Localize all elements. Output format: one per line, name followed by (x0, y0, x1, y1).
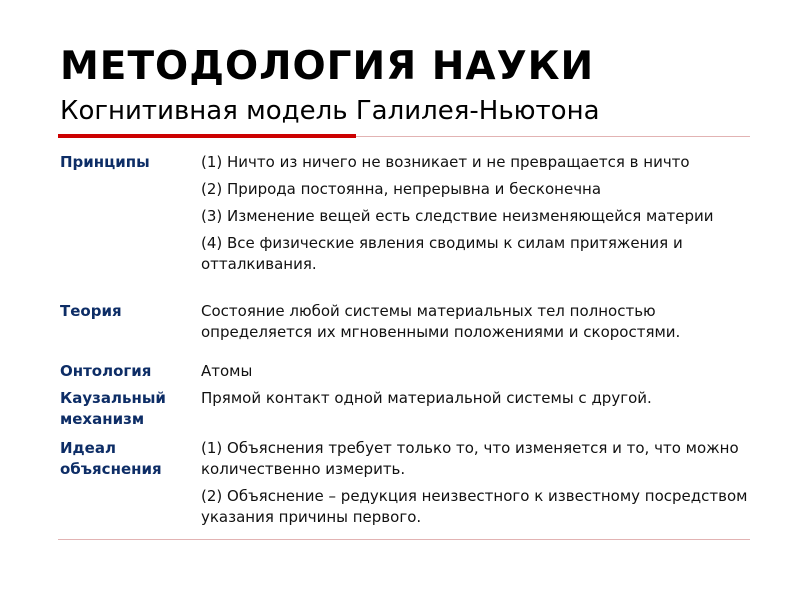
list-item: Атомы (201, 362, 253, 380)
list-item: (2) Природа постоянна, непрерывна и бесконечна (201, 180, 602, 198)
row-content (201, 384, 750, 434)
list-item: (3) Изменение вещей есть следствие неизменяющейся материи (201, 207, 714, 225)
list-item: (1) Объяснения требует только то, что изменяется и то, что можно количественно измерить. (201, 439, 739, 478)
bottom-divider (58, 539, 750, 540)
row-label: Онтология (60, 362, 152, 380)
methodology-table (58, 150, 750, 534)
row-label: Идеал объяснения (60, 439, 162, 478)
table-row-principles (58, 150, 750, 297)
list-item: (4) Все физические явления сводимы к силам притяжения и отталкивания. (201, 234, 683, 273)
slide-title: МЕТОДОЛОГИЯ НАУКИ (60, 44, 595, 89)
row-label: Каузальный механизм (60, 389, 166, 428)
title-underline-thin (356, 136, 750, 137)
list-item: (1) Ничто из ничего не возникает и не превращается в ничто (201, 153, 690, 171)
row-label: Теория (60, 302, 122, 320)
row-content (201, 434, 750, 534)
list-item: Прямой контакт одной материальной системы с другой. (201, 389, 652, 407)
list-item: (2) Объяснение – редукция неизвестного к известному посредством указания причины первого. (201, 487, 748, 526)
slide-subtitle: Когнитивная модель Галилея-Ньютона (60, 96, 600, 126)
row-label: Принципы (60, 153, 150, 171)
table-row-ontology (58, 356, 750, 384)
row-content (201, 150, 750, 297)
row-content (201, 297, 750, 356)
title-underline-red (58, 134, 356, 138)
table-row-theory (58, 297, 750, 356)
table-row-causal-mechanism (58, 384, 750, 434)
table-row-explanation-ideal (58, 434, 750, 534)
row-content (201, 356, 750, 384)
list-item: Состояние любой системы материальных тел полностью определяется их мгновенными положениями и скоростями. (201, 302, 681, 341)
